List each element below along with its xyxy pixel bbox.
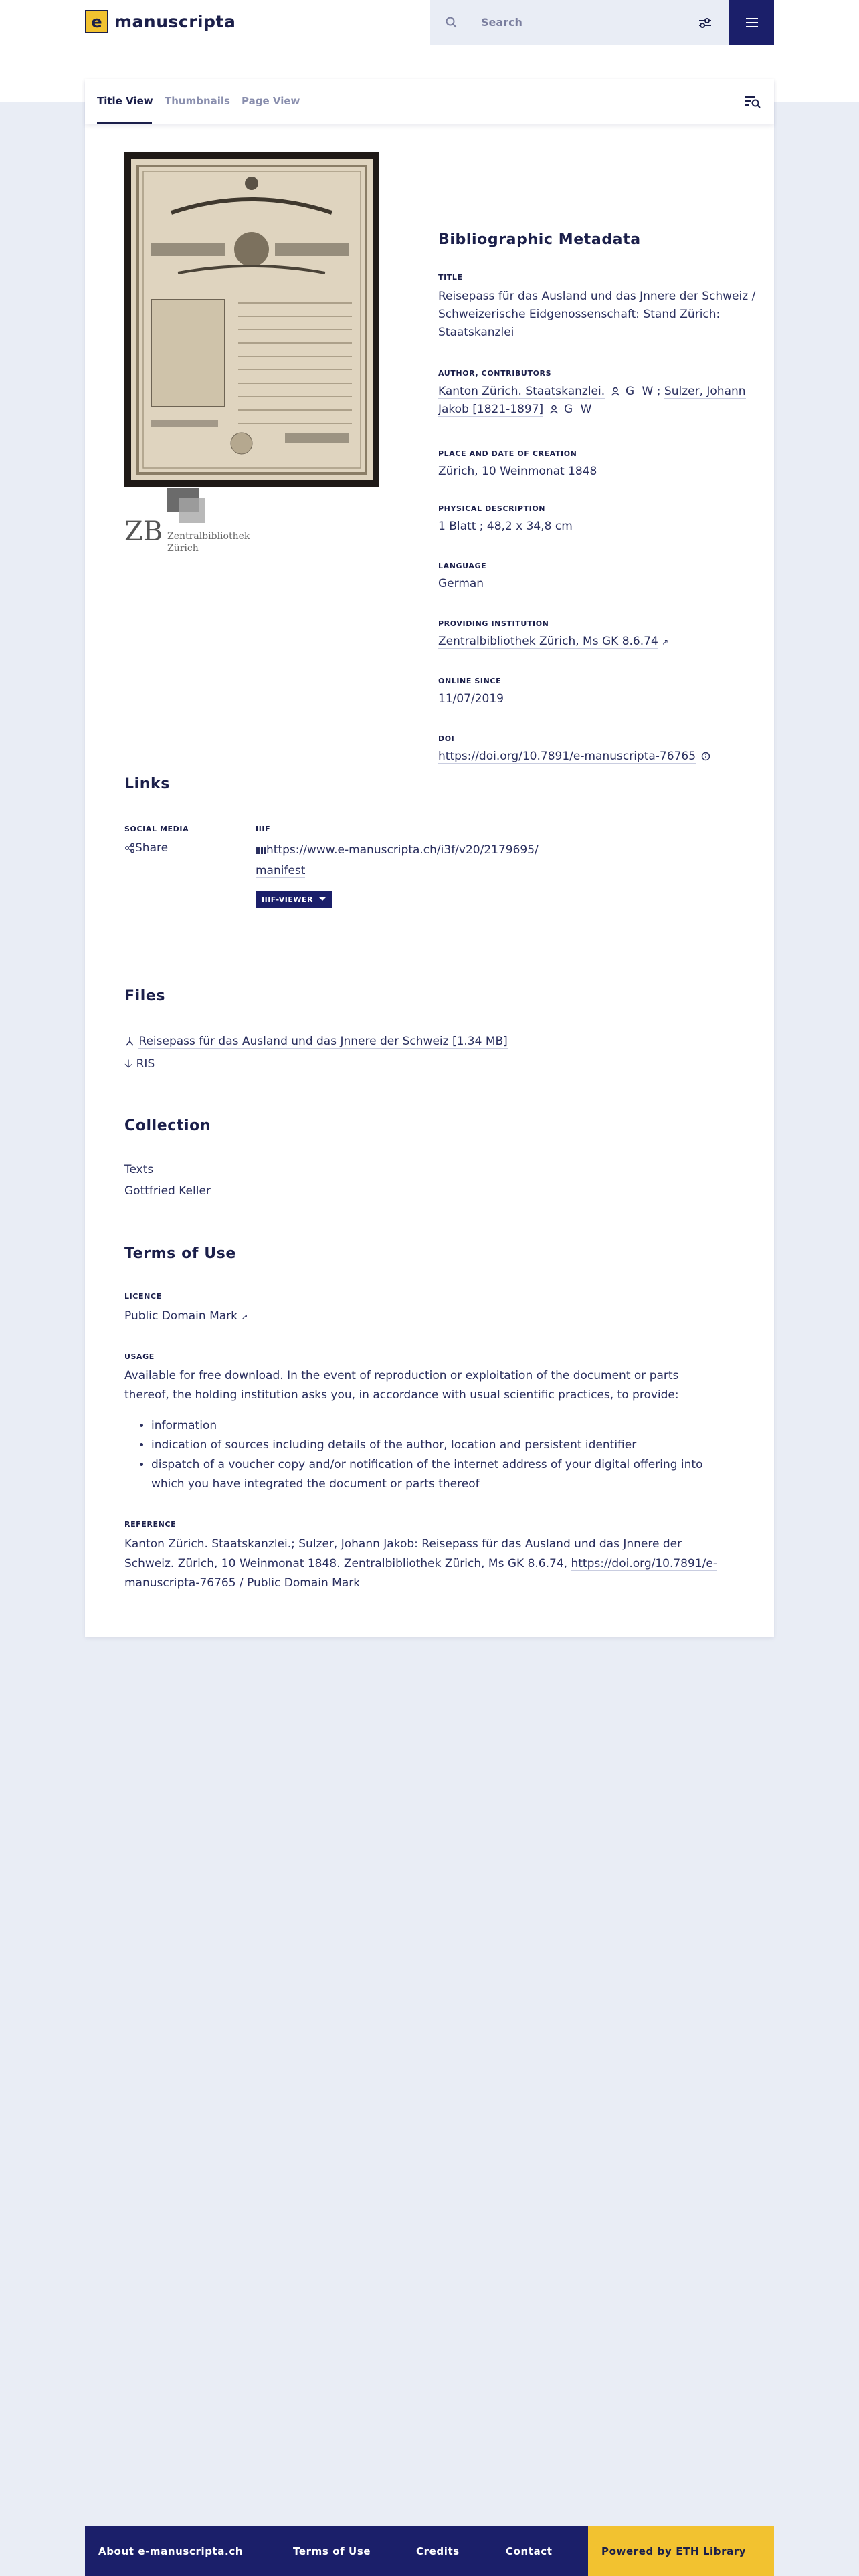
logo-text: manuscripta (114, 12, 236, 31)
zb-initials: ZB (124, 516, 163, 547)
place-value: Zürich, 10 Weinmonat 1848 (438, 465, 597, 478)
view-tabs (85, 79, 774, 124)
physical-value: 1 Blatt ; 48,2 x 34,8 cm (438, 520, 573, 533)
gnd-g-link[interactable]: G (564, 403, 573, 416)
usage-line-2b: asks you, in accordance with usual scientific practices, to provide: (298, 1388, 679, 1402)
author-separator: ; (656, 385, 661, 398)
download-arrow-icon: 🡣 (124, 1057, 133, 1071)
usage-line-2a: thereof, the (124, 1388, 195, 1402)
doi-label: DOI (438, 734, 455, 743)
search-in-document-icon[interactable] (744, 94, 761, 110)
reference-doi-link-cont[interactable]: manuscripta-76765 (124, 1576, 236, 1590)
usage-list-item: • dispatch of a voucher copy and/or notification of the internet address of your digital offering into which you have integrated the document or parts thereof (151, 1455, 727, 1494)
links-section (124, 776, 727, 792)
zentralbibliothek-logo (124, 488, 258, 562)
usage-list-item: • information (151, 1416, 727, 1436)
reference-doi-link[interactable]: https://doi.org/10.7891/e- (571, 1557, 717, 1570)
institution-label: PROVIDING INSTITUTION (438, 619, 549, 628)
person-icon[interactable] (549, 405, 559, 414)
licence-value[interactable] (124, 1307, 248, 1325)
external-link-icon: ↗ (662, 637, 669, 647)
iiif-viewer-dropdown[interactable] (256, 891, 332, 908)
collection-heading: Collection (124, 1117, 211, 1134)
gnd-g-link[interactable]: G (625, 385, 635, 398)
social-media-label: SOCIAL MEDIA (124, 825, 189, 833)
passport-illustration (131, 159, 373, 480)
licence-link: Public Domain Mark (124, 1309, 238, 1323)
language-label: LANGUAGE (438, 562, 487, 570)
footer-terms-link[interactable]: Terms of Use (293, 2545, 371, 2557)
share-icon (124, 843, 135, 853)
zb-name-line1: Zentralbibliothek (167, 531, 250, 542)
zb-name-line2: Zürich (167, 543, 199, 554)
tab-thumbnails[interactable]: Thumbnails (165, 95, 230, 107)
share-label: Share (135, 841, 169, 855)
author-link-2[interactable]: Sulzer, Johann Jakob [1821-1897] (438, 385, 746, 416)
ris-download-link: RIS (136, 1057, 155, 1071)
online-since-label: ONLINE SINCE (438, 677, 502, 685)
footer-credits-link[interactable]: Credits (416, 2545, 460, 2557)
usage-list-item: • indication of sources including details of the author, location and persistent identifier (151, 1436, 727, 1455)
footer-eth-library[interactable] (588, 2526, 774, 2576)
search-bar (430, 0, 729, 45)
share-button[interactable] (124, 841, 168, 855)
author-link-1[interactable]: Kanton Zürich. Staatskanzlei. (438, 385, 605, 398)
title-value: Reisepass für das Ausland und das Jnnere der Schweiz / Schweizerische Eidgenossenschaft: Stand Zürich: Staatskanzlei (438, 290, 756, 339)
doi-link[interactable]: https://doi.org/10.7891/e-manuscripta-76765 (438, 750, 696, 763)
usage-text (124, 1366, 727, 1405)
institution-link[interactable]: Zentralbibliothek Zürich, Ms GK 8.6.74 (438, 635, 658, 648)
pdf-download-link: Reisepass für das Ausland und das Jnnere der Schweiz [1.34 MB] (138, 1035, 508, 1048)
institution-value (438, 633, 759, 651)
info-icon[interactable] (701, 752, 710, 761)
gnd-w-link[interactable]: W (580, 403, 592, 416)
online-since-value (438, 690, 759, 708)
search-icon[interactable] (444, 15, 460, 31)
pdf-download[interactable] (124, 1033, 508, 1051)
online-since-link[interactable]: 11/07/2019 (438, 692, 504, 706)
usage-list (124, 1416, 727, 1494)
external-link-icon: ↗ (241, 1312, 248, 1321)
pdf-icon (124, 1036, 135, 1047)
footer-powered-label: Powered by ETH Library (601, 2545, 747, 2557)
reference-text (124, 1535, 727, 1593)
iiif-label: IIIF (256, 825, 271, 833)
metadata-heading: Bibliographic Metadata (438, 231, 641, 248)
title-label: TITLE (438, 273, 463, 282)
reference-line-2: Schweiz. Zürich, 10 Weinmonat 1848. Zentralbibliothek Zürich, Ms GK 8.6.74, (124, 1557, 571, 1570)
language-value: German (438, 577, 484, 591)
terms-heading: Terms of Use (124, 1245, 236, 1262)
footer-contact-link[interactable]: Contact (506, 2545, 553, 2557)
collection-keller-link: Gottfried Keller (124, 1184, 211, 1198)
tab-page-view[interactable]: Page View (242, 95, 300, 107)
physical-label: PHYSICAL DESCRIPTION (438, 504, 546, 513)
gnd-w-link[interactable]: W (642, 385, 654, 398)
menu-button[interactable] (729, 0, 774, 45)
holding-institution-link[interactable]: holding institution (195, 1388, 298, 1402)
collection-item-texts: Texts (124, 1163, 154, 1176)
reference-line-1: Kanton Zürich. Staatskanzlei.; Sulzer, Johann Jakob: Reisepass für das Ausland und das Jnnere der (124, 1537, 682, 1551)
iiif-viewer-label: IIIF-VIEWER (262, 895, 313, 904)
tab-title-view[interactable]: Title View (97, 95, 153, 107)
ris-download[interactable] (124, 1055, 155, 1075)
chevron-down-icon (318, 897, 326, 902)
place-label: PLACE AND DATE OF CREATION (438, 449, 577, 458)
author-label: AUTHOR, CONTRIBUTORS (438, 369, 552, 378)
collection-item-keller[interactable] (124, 1182, 211, 1200)
site-logo[interactable] (85, 10, 235, 33)
doi-value (438, 748, 759, 766)
site-footer (85, 2526, 774, 2576)
document-scan-image[interactable] (124, 152, 379, 487)
person-icon[interactable] (611, 387, 620, 396)
licence-label: LICENCE (124, 1292, 162, 1301)
iiif-manifest-link-cont[interactable]: manifest (256, 864, 306, 877)
logo-mark: e (85, 10, 108, 33)
filter-sliders-icon[interactable] (696, 15, 714, 31)
reference-tail: / Public Domain Mark (235, 1576, 361, 1590)
footer-about-link[interactable]: About e-manuscripta.ch (98, 2545, 244, 2557)
active-tab-indicator (97, 122, 152, 124)
iiif-manifest (256, 840, 563, 881)
reference-label: REFERENCE (124, 1520, 177, 1529)
iiif-manifest-link[interactable]: https://www.e-manuscripta.ch/i3f/v20/2179695/ (266, 843, 539, 857)
usage-line-1: Available for free download. In the event of reproduction or exploitation of the document or parts (124, 1369, 679, 1382)
links-heading: Links (124, 776, 170, 792)
hamburger-icon (746, 18, 758, 27)
usage-label: USAGE (124, 1352, 155, 1361)
author-value (438, 383, 759, 419)
files-heading: Files (124, 988, 166, 1004)
search-input[interactable] (481, 9, 682, 35)
iiif-logo-icon (256, 845, 266, 855)
